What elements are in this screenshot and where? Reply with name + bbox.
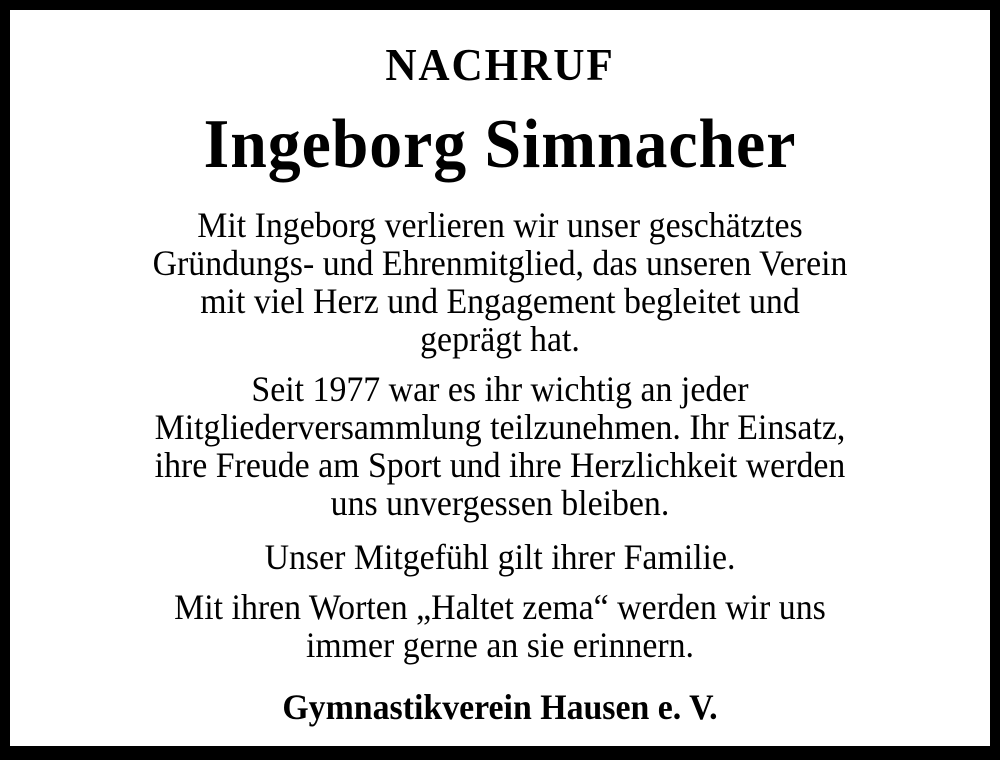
notice-type-heading	[10, 39, 990, 90]
deceased-name-heading	[10, 106, 990, 183]
text-line: Mit ihren Worten „Haltet zema“ werden wir uns	[174, 587, 826, 627]
text-line: Unser Mitgefühl gilt ihrer Familie.	[264, 537, 736, 577]
text-line: immer gerne an sie erinnern.	[305, 625, 695, 665]
paragraph-condolence	[10, 538, 990, 576]
notice-type-heading-text: NACHRUF	[385, 39, 615, 90]
deceased-name-text: Ingeborg Simnacher	[203, 106, 797, 183]
text-line: Mit Ingeborg verlieren wir unser geschätztes	[197, 205, 803, 245]
text-line: Mitgliederversammlung teilzunehmen. Ihr Einsatz,	[154, 407, 846, 447]
paragraph-membership	[10, 370, 990, 522]
paragraph-remembrance	[10, 588, 990, 664]
paragraph-tribute	[10, 206, 990, 358]
text-line: uns unvergessen bleiben.	[330, 483, 670, 523]
text-line: Seit 1977 war es ihr wichtig an jeder	[251, 369, 749, 409]
text-line: mit viel Herz und Engagement begleitet und	[200, 281, 800, 321]
text-line: ihre Freude am Sport und ihre Herzlichkeit werden	[154, 445, 846, 485]
text-line: Gründungs- und Ehrenmitglied, das unseren Verein	[152, 243, 848, 283]
organization-signature	[10, 688, 990, 726]
text-line: geprägt hat.	[420, 319, 580, 359]
organization-signature-text: Gymnastikverein Hausen e. V.	[282, 687, 718, 727]
